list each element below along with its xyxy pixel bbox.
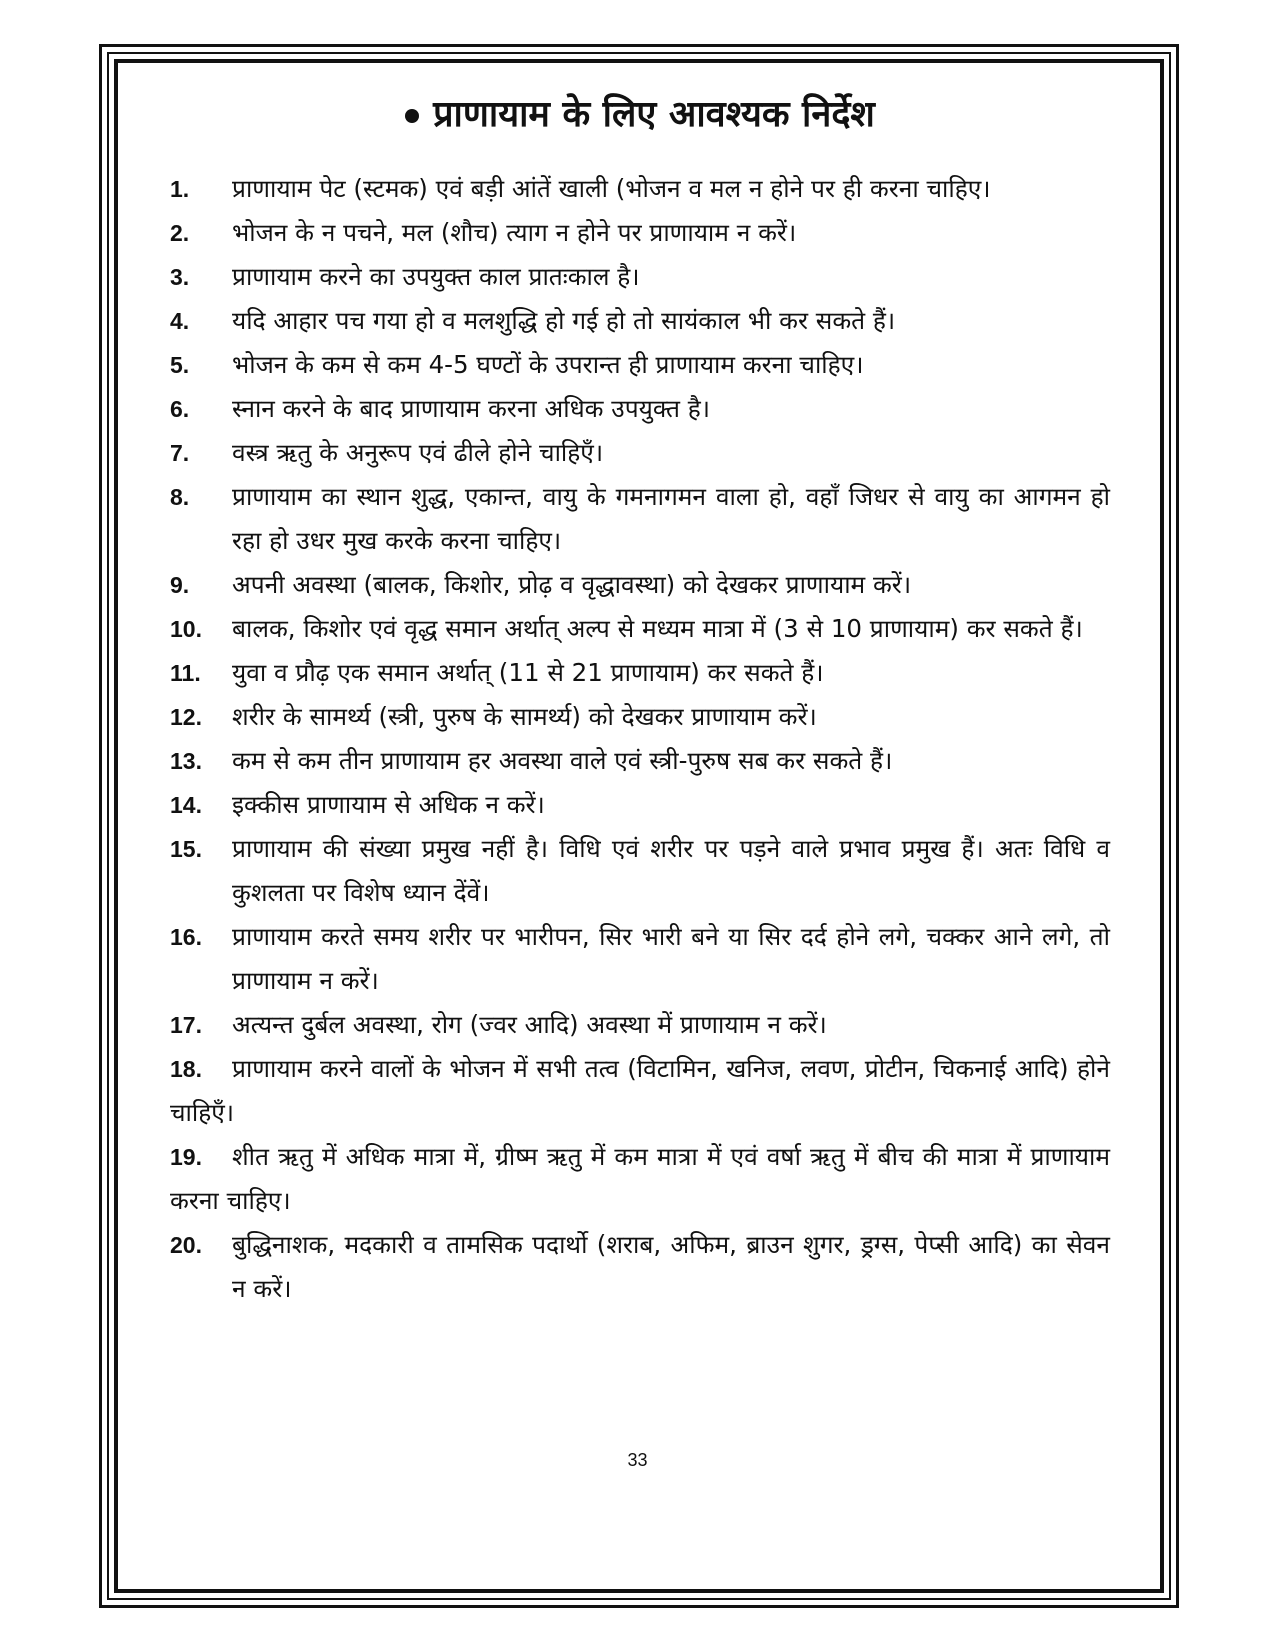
item-number: 3. xyxy=(170,264,190,290)
list-item xyxy=(170,607,1110,651)
item-number: 9. xyxy=(170,572,190,598)
list-item xyxy=(170,475,1110,563)
item-number: 15. xyxy=(170,836,202,862)
item-text: स्नान करने के बाद प्राणायाम करना अधिक उपयुक्त है। xyxy=(232,394,711,423)
item-number: 17. xyxy=(170,1012,202,1038)
item-text: युवा व प्रौढ़ एक समान अर्थात् (11 से 21 प्राणायाम) कर सकते हैं। xyxy=(232,658,824,687)
item-number: 8. xyxy=(170,484,190,510)
item-number: 18. xyxy=(170,1056,202,1082)
list-item xyxy=(170,739,1110,783)
item-text: इक्कीस प्राणायाम से अधिक न करें। xyxy=(232,790,545,819)
item-number: 4. xyxy=(170,308,190,334)
item-text: प्राणायाम पेट (स्टमक) एवं बड़ी आंतें खाली (भोजन व मल न होने पर ही करना चाहिए। xyxy=(232,174,991,203)
item-number: 10. xyxy=(170,616,202,642)
item-text: भोजन के कम से कम 4-5 घण्टों के उपरान्त ही प्राणायाम करना चाहिए। xyxy=(232,350,864,379)
list-item xyxy=(170,167,1110,211)
item-number: 14. xyxy=(170,792,202,818)
item-text: यदि आहार पच गया हो व मलशुद्धि हो गई हो तो सायंकाल भी कर सकते हैं। xyxy=(232,306,896,335)
page-title xyxy=(170,85,1110,149)
item-number: 6. xyxy=(170,396,190,422)
list-item xyxy=(170,1003,1110,1047)
item-number: 7. xyxy=(170,440,190,466)
list-item xyxy=(170,827,1110,915)
item-text: प्राणायाम की संख्या प्रमुख नहीं है। विधि एवं शरीर पर पड़ने वाले प्रभाव प्रमुख हैं। अतः विधि व कुशलता पर विशेष ध्यान देंवें। xyxy=(232,834,1110,907)
item-text: शरीर के सामर्थ्य (स्त्री, पुरुष के सामर्थ्य) को देखकर प्राणायाम करें। xyxy=(232,702,817,731)
item-number: 2. xyxy=(170,220,190,246)
page-title-text: प्राणायाम के लिए आवश्यक निर्देश xyxy=(433,94,875,135)
item-text: प्राणायाम करने का उपयुक्त काल प्रातःकाल है। xyxy=(232,262,640,291)
item-number: 12. xyxy=(170,704,202,730)
item-text: प्राणायाम का स्थान शुद्ध, एकान्त, वायु के गमनागमन वाला हो, वहाँ जिधर से वायु का आगमन हो रहा हो उधर मुख करके करना चाहिए। xyxy=(232,482,1110,555)
list-item xyxy=(170,695,1110,739)
bullet-icon xyxy=(405,109,419,123)
instruction-list xyxy=(170,167,1110,1311)
list-item xyxy=(170,299,1110,343)
list-item xyxy=(170,1047,1110,1135)
list-item xyxy=(170,1135,1110,1223)
item-text: वस्त्र ऋतु के अनुरूप एवं ढीले होने चाहिएँ। xyxy=(232,438,604,467)
list-item xyxy=(170,211,1110,255)
list-item xyxy=(170,651,1110,695)
list-item xyxy=(170,387,1110,431)
list-item xyxy=(170,1223,1110,1311)
item-text: कम से कम तीन प्राणायाम हर अवस्था वाले एवं स्त्री-पुरुष सब कर सकते हैं। xyxy=(232,746,893,775)
item-text: बालक, किशोर एवं वृद्ध समान अर्थात् अल्प से मध्यम मात्रा में (3 से 10 प्राणायाम) कर सकते हैं। xyxy=(232,614,1083,643)
item-text: भोजन के न पचने, मल (शौच) त्याग न होने पर प्राणायाम न करें। xyxy=(232,218,797,247)
list-item xyxy=(170,915,1110,1003)
page-number: 33 xyxy=(627,1450,648,1470)
item-text: प्राणायाम करने वालों के भोजन में सभी तत्व (विटामिन, खनिज, लवण, प्रोटीन, चिकनाई आदि) होने चाहिएँ। xyxy=(170,1054,1110,1127)
item-number: 16. xyxy=(170,924,202,950)
list-item xyxy=(170,431,1110,475)
item-number: 1. xyxy=(170,176,190,202)
list-item xyxy=(170,255,1110,299)
item-number: 20. xyxy=(170,1232,202,1258)
list-item xyxy=(170,343,1110,387)
item-number: 19. xyxy=(170,1144,202,1170)
item-text: बुद्धिनाशक, मदकारी व तामसिक पदार्थो (शराब, अफिम, ब्राउन शुगर, ड्रग्स, पेप्सी आदि) का सेवन न करें। xyxy=(232,1230,1110,1303)
item-number: 11. xyxy=(170,660,201,686)
page-content xyxy=(170,85,1110,1311)
item-number: 13. xyxy=(170,748,202,774)
item-text: अपनी अवस्था (बालक, किशोर, प्रोढ़ व वृद्धावस्था) को देखकर प्राणायाम करें। xyxy=(232,570,912,599)
item-number: 5. xyxy=(170,352,190,378)
item-text: प्राणायाम करते समय शरीर पर भारीपन, सिर भारी बने या सिर दर्द होने लगे, चक्कर आने लगे, तो प्राणायाम न करें। xyxy=(232,922,1110,995)
list-item xyxy=(170,563,1110,607)
list-item xyxy=(170,783,1110,827)
item-text: अत्यन्त दुर्बल अवस्था, रोग (ज्वर आदि) अवस्था में प्राणायाम न करें। xyxy=(232,1010,827,1039)
item-text: शीत ऋतु में अधिक मात्रा में, ग्रीष्म ऋतु में कम मात्रा में एवं वर्षा ऋतु में बीच की मात्रा में प्राणायाम करना चाहिए। xyxy=(170,1142,1110,1215)
